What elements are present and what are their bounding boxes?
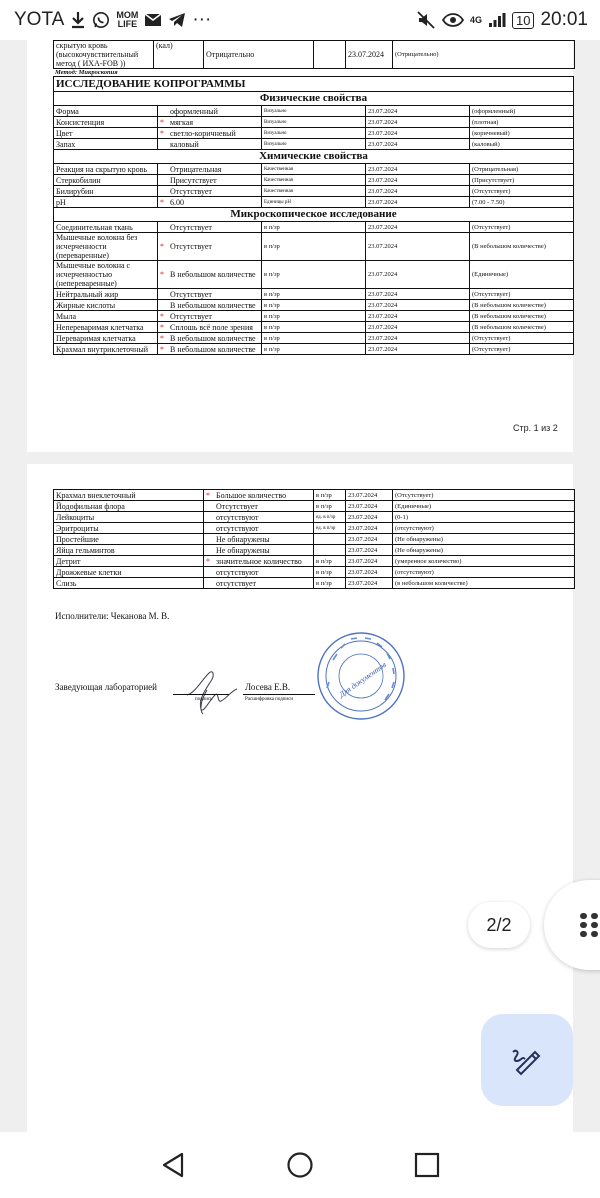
test-name: Билирубин	[54, 186, 158, 197]
test-method: в п/зр	[262, 289, 366, 300]
test-reference: (оформленный)	[470, 106, 574, 117]
test-value: Не обнаружены	[216, 545, 270, 555]
test-date: 23.07.2024	[366, 128, 470, 139]
grid-icon	[580, 913, 598, 937]
abnormal-flag: *	[160, 322, 164, 332]
test-reference: (Присутствует)	[470, 175, 574, 186]
test-reference: (каловый)	[470, 139, 574, 150]
abnormal-flag: *	[206, 490, 210, 500]
test-reference: (Отсутствует)	[470, 222, 574, 233]
test-name: Яйца гельминтов	[54, 545, 204, 556]
test-value-cell	[204, 556, 314, 567]
test-date: 23.07.2024	[366, 300, 470, 311]
test-method: в п/зр	[262, 322, 366, 333]
abnormal-flag: *	[160, 270, 164, 279]
test-date: 23.07.2024	[366, 322, 470, 333]
test-name: Йодофильная флора	[54, 501, 204, 512]
test-value: Отсутствует	[170, 311, 212, 321]
abnormal-flag: *	[160, 333, 164, 343]
test-name: Крахмал внеклеточный	[54, 490, 204, 501]
table-row	[54, 578, 575, 589]
test-date: 23.07.2024	[346, 545, 393, 556]
test-value-cell	[158, 233, 262, 261]
test-value: отсутствуют	[216, 567, 259, 577]
test-value-cell	[204, 545, 314, 556]
table-row	[54, 534, 575, 545]
test-value: значительное количество	[216, 556, 302, 566]
test-method: Качественная	[262, 175, 366, 186]
test-value-cell	[158, 128, 262, 139]
test-name: Эритроциты	[54, 523, 204, 534]
test-method: Качественная	[262, 164, 366, 175]
test-name: Дрожжевые клетки	[54, 567, 204, 578]
clock: 20:01	[540, 9, 588, 30]
section-title: Химические свойства	[54, 150, 574, 164]
abnormal-flag: *	[160, 242, 164, 251]
table-row	[54, 289, 574, 300]
test-method: Единицы pH	[262, 197, 366, 208]
test-method: в п/зр	[262, 344, 366, 355]
test-date: 23.07.2024	[346, 556, 393, 567]
section-header-row	[54, 92, 574, 106]
test-value: Отсутствует	[170, 222, 212, 232]
test-name: Форма	[54, 106, 158, 117]
table-row	[54, 322, 574, 333]
test-value: 6.00	[170, 197, 184, 207]
section-title: Микроскопическое исследование	[54, 208, 574, 222]
abnormal-flag: *	[160, 128, 164, 138]
test-value-cell	[158, 106, 262, 117]
test-value-cell	[158, 186, 262, 197]
test-name: Стеркобилин	[54, 175, 158, 186]
test-name: скрытую кровь (высокочувствительный метод ( ИХА-FOB ))	[54, 41, 154, 69]
test-reference: (В небольшом количестве)	[470, 300, 574, 311]
test-reference: (Отсутствует)	[470, 344, 574, 355]
test-date: 23.07.2024	[366, 139, 470, 150]
table-row	[54, 117, 574, 128]
test-date: 23.07.2024	[346, 578, 393, 589]
test-value: Отрицательно	[204, 41, 314, 69]
test-reference: (Отрицательная)	[470, 164, 574, 175]
back-button[interactable]	[153, 1145, 193, 1185]
test-reference: (Единичные)	[470, 261, 574, 289]
test-value: Отсутствует	[216, 501, 258, 511]
table-row	[54, 333, 574, 344]
mute-icon	[416, 11, 436, 29]
test-name: Мышечные волокна с исчерченностью (непереваренные)	[54, 261, 158, 289]
test-name: Переваримая клетчатка	[54, 333, 158, 344]
test-value: светло-коричневый	[170, 128, 236, 138]
test-method: в п/зр	[314, 556, 346, 567]
test-value-cell	[204, 567, 314, 578]
test-method: Визуально	[262, 106, 366, 117]
recents-icon	[414, 1152, 440, 1178]
test-date: 23.07.2024	[366, 289, 470, 300]
stamp-text: Для документов	[337, 660, 388, 700]
test-material: (кал)	[154, 41, 204, 69]
table-row	[54, 128, 574, 139]
test-method: Качественная	[262, 186, 366, 197]
test-method: в п/зр	[262, 261, 366, 289]
test-value-cell	[158, 139, 262, 150]
test-value-cell	[158, 117, 262, 128]
test-method: в п/зр	[314, 490, 346, 501]
test-method: в п/зр	[262, 333, 366, 344]
test-name: Детрит	[54, 556, 204, 567]
more-icon: ···	[192, 9, 212, 30]
test-name: Жирные кислоты	[54, 300, 158, 311]
name-line	[243, 694, 315, 695]
test-name: Слизь	[54, 578, 204, 589]
table-row	[54, 261, 574, 289]
table-row	[54, 222, 574, 233]
test-value: Отсутствует	[170, 289, 212, 299]
abnormal-flag: *	[160, 311, 164, 321]
test-reference: (В небольшом количестве)	[470, 311, 574, 322]
test-date: 23.07.2024	[366, 175, 470, 186]
eye-icon	[442, 12, 464, 28]
coprogram-table-continued	[53, 489, 575, 589]
test-value-cell	[204, 512, 314, 523]
abnormal-flag: *	[160, 117, 164, 127]
test-date: 23.07.2024	[346, 490, 393, 501]
recents-button[interactable]	[407, 1145, 447, 1185]
page-number: Стр. 1 из 2	[513, 423, 558, 433]
test-name: Непереваримая клетчатка	[54, 322, 158, 333]
test-date: 23.07.2024	[366, 311, 470, 322]
test-reference: (в небольшом количестве)	[393, 578, 575, 589]
test-value: Сплошь всё поле зрения	[170, 322, 253, 332]
test-value-cell	[204, 534, 314, 545]
table-row	[54, 197, 574, 208]
test-date: 23.07.2024	[346, 41, 393, 69]
test-name: Нейтральный жир	[54, 289, 158, 300]
abnormal-flag: *	[206, 556, 210, 566]
section-title: Физические свойства	[54, 92, 574, 106]
test-value-cell	[158, 175, 262, 186]
telegram-icon	[168, 12, 186, 28]
test-value-cell	[158, 164, 262, 175]
test-name: Реакция на скрытую кровь	[54, 164, 158, 175]
table-row	[54, 311, 574, 322]
test-reference: (коричневый)	[470, 128, 574, 139]
head-name: Лосева Е.В.	[245, 682, 291, 692]
test-value: Большое количество	[216, 490, 287, 500]
battery-icon: 10	[512, 12, 534, 29]
test-value: каловый	[170, 139, 199, 149]
test-value-cell	[204, 501, 314, 512]
test-reference: (Отсутствует)	[470, 186, 574, 197]
test-value: Отсутствует	[170, 242, 212, 251]
table-row	[54, 186, 574, 197]
test-date: 23.07.2024	[346, 523, 393, 534]
test-reference: (Отсутствует)	[470, 333, 574, 344]
test-value: В небольшом количестве	[170, 300, 256, 310]
table-row	[54, 175, 574, 186]
table-title-row	[54, 77, 574, 92]
test-method: в п/зр	[262, 311, 366, 322]
test-reference: (Единичные)	[393, 501, 575, 512]
test-value-cell	[158, 222, 262, 233]
home-button[interactable]	[280, 1145, 320, 1185]
whatsapp-icon	[92, 11, 110, 29]
test-reference: (Отрицательно)	[393, 41, 575, 69]
test-date: 23.07.2024	[366, 344, 470, 355]
test-value: В небольшом количестве	[170, 270, 256, 279]
section-header-row	[54, 150, 574, 164]
test-method	[314, 41, 346, 69]
abnormal-flag: *	[160, 197, 164, 207]
signature-caption: подпись	[195, 697, 213, 702]
handwritten-signature	[177, 660, 247, 720]
signal-icon	[488, 12, 506, 28]
network-type: 4G	[469, 15, 482, 25]
carrier-name: YOTA	[14, 9, 65, 30]
test-date: 23.07.2024	[366, 333, 470, 344]
test-value: отсутствует	[216, 578, 257, 588]
test-value-cell	[158, 197, 262, 208]
table-row	[54, 490, 575, 501]
test-method: в п/зр	[314, 567, 346, 578]
test-name: Мыла	[54, 311, 158, 322]
test-name: Запах	[54, 139, 158, 150]
test-value: Отсутствует	[170, 186, 212, 196]
test-reference: (7.00 - 7.50)	[470, 197, 574, 208]
test-date: 23.07.2024	[366, 106, 470, 117]
test-method: Визуально	[262, 117, 366, 128]
test-date: 23.07.2024	[366, 117, 470, 128]
table-row	[54, 300, 574, 311]
table-row	[54, 556, 575, 567]
test-reference: (Отсутствует)	[470, 289, 574, 300]
test-method	[314, 545, 346, 556]
test-date: 23.07.2024	[366, 164, 470, 175]
edit-pen-icon	[509, 1042, 545, 1078]
table-row	[54, 567, 575, 578]
page-indicator[interactable]: 2/2	[468, 902, 530, 948]
test-name: Соединительная ткань	[54, 222, 158, 233]
download-icon	[70, 11, 86, 29]
test-value: В небольшом количестве	[170, 333, 256, 343]
test-name: Консистенция	[54, 117, 158, 128]
test-reference: (0-1)	[393, 512, 575, 523]
test-date: 23.07.2024	[366, 186, 470, 197]
test-date: 23.07.2024	[366, 222, 470, 233]
coprogram-table	[53, 76, 574, 355]
section-header-row	[54, 208, 574, 222]
table-row	[54, 344, 574, 355]
test-date: 23.07.2024	[346, 501, 393, 512]
test-method: в п/зр	[262, 300, 366, 311]
test-method: в п/зр	[262, 222, 366, 233]
executors-line: Исполнители: Чеканова М. В.	[55, 611, 170, 621]
test-method: Визуально	[262, 139, 366, 150]
test-reference: (Отсутствует)	[393, 490, 575, 501]
test-name: Цвет	[54, 128, 158, 139]
test-value-cell	[204, 523, 314, 534]
test-value: Отрицательная	[170, 164, 222, 174]
test-method: Визуально	[262, 128, 366, 139]
test-reference: (умеренное количество)	[393, 556, 575, 567]
test-value-cell	[158, 344, 262, 355]
test-reference: (отсутствуют)	[393, 567, 575, 578]
top-result-table	[53, 40, 575, 69]
table-row	[54, 512, 575, 523]
test-reference: (плотная)	[470, 117, 574, 128]
test-value-cell	[158, 333, 262, 344]
table-row	[54, 545, 575, 556]
test-method: в п/зр	[314, 578, 346, 589]
test-value: Присутствует	[170, 175, 217, 185]
test-name: Мышечные волокна без исчерченности (переваренные)	[54, 233, 158, 261]
document-page-1[interactable]	[27, 40, 573, 452]
navigation-bar	[0, 1132, 600, 1198]
test-reference: (Не обнаружены)	[393, 534, 575, 545]
test-date: 23.07.2024	[366, 233, 470, 261]
back-icon	[160, 1151, 186, 1179]
test-date: 23.07.2024	[346, 534, 393, 545]
head-title: Заведующая лабораторией	[55, 682, 157, 692]
test-name: Лейкоциты	[54, 512, 204, 523]
test-method: в п/зр	[262, 233, 366, 261]
test-value: мягкая	[170, 117, 194, 127]
test-method	[314, 534, 346, 545]
test-value: отсутствуют	[216, 523, 259, 533]
test-reference: (отсутствуют)	[393, 523, 575, 534]
table-row	[54, 139, 574, 150]
table-row	[54, 523, 575, 534]
test-value-cell	[204, 578, 314, 589]
test-date: 23.07.2024	[346, 567, 393, 578]
test-value: отсутствуют	[216, 512, 259, 522]
test-method: в п/зр	[314, 501, 346, 512]
table-row	[54, 501, 575, 512]
table-title: ИССЛЕДОВАНИЕ КОПРОГРАММЫ	[54, 77, 574, 92]
status-bar	[0, 0, 600, 40]
test-value-cell	[158, 261, 262, 289]
test-value: В небольшом количестве	[170, 344, 256, 354]
test-date: 23.07.2024	[366, 261, 470, 289]
test-method: ед. в п/зр	[314, 512, 346, 523]
test-value: оформленный	[170, 106, 218, 116]
test-value-cell	[204, 490, 314, 501]
table-row	[54, 106, 574, 117]
test-name: pH	[54, 197, 158, 208]
test-value-cell	[158, 322, 262, 333]
signature-line	[173, 694, 229, 695]
test-reference: (В небольшом количестве)	[470, 322, 574, 333]
test-date: 23.07.2024	[366, 197, 470, 208]
test-value-cell	[158, 289, 262, 300]
test-reference: (В небольшом количестве)	[470, 233, 574, 261]
test-name: Крахмал внутриклеточный	[54, 344, 158, 355]
test-name: Простейшие	[54, 534, 204, 545]
mail-icon	[144, 13, 162, 27]
abnormal-flag: *	[160, 344, 164, 354]
table-row	[54, 233, 574, 261]
table-row	[54, 164, 574, 175]
home-icon	[286, 1151, 314, 1179]
test-reference: (Не обнаружены)	[393, 545, 575, 556]
name-caption: Расшифровка подписи	[245, 697, 293, 702]
test-value-cell	[158, 311, 262, 322]
test-method: ед. в п/зр	[314, 523, 346, 534]
method-label: Метод: Микроскопия	[55, 69, 118, 76]
table-row	[54, 41, 575, 69]
test-value: Не обнаружены	[216, 534, 270, 544]
test-date: 23.07.2024	[346, 512, 393, 523]
mom-life-icon: MOM LIFE	[116, 10, 139, 29]
edit-button[interactable]	[481, 1014, 573, 1106]
test-value-cell	[158, 300, 262, 311]
